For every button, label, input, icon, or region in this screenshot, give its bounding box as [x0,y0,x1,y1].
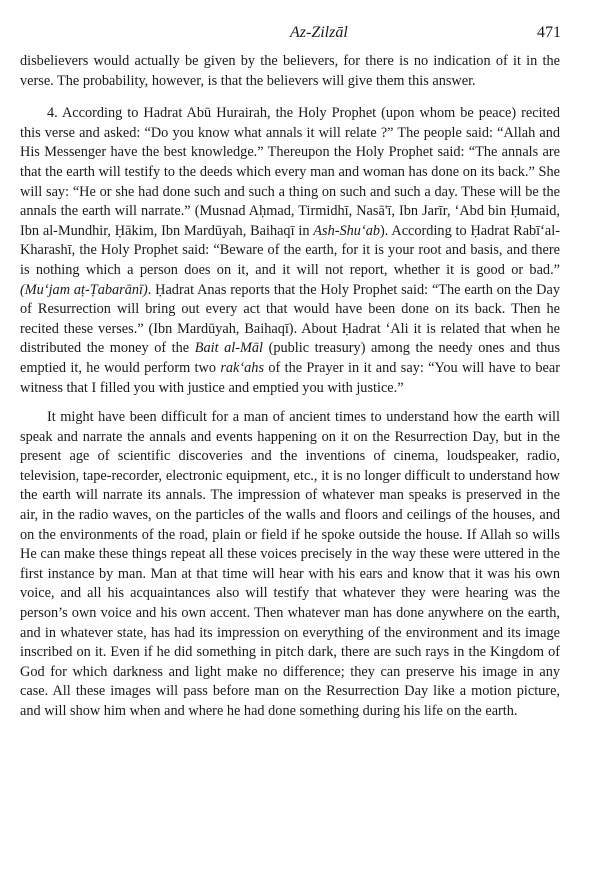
text-segment: . Ḥadrat Anas reports that the Holy Prophet said: “The earth on the Day of Resurrection will bring out every act that would have been done on its back. Then he recited these verses.” (Ibn Mardūyah, Baihaqī). About Ḥadrat ‘Ali it is related that when he distributed the money of the [20,281,560,357]
text-segment: ). According to Ḥadrat Rabī‘al-Kharashī, the Holy Prophet said: “Beware of the earth, for it is your root and basis, and there is nothing which a person does on it, and it will not report, whether it is good or bad.” [20,222,560,278]
text-segment: It might have been difficult for a man of ancient times to understand how the earth will speak and narrate the annals and events happening on it on the Resurrection Day, but in the present age of scientific discoveries and the inventions of cinema, loudspeaker, radio, television, tape-recorder, electronic equipment, etc., it is no longer difficult to understand how the earth will narrate its annals. The impression of whatever man speaks is preserved in the air, in the radio waves, on the particles of the walls and floors and ceilings of the houses, and on the environments of the road, plain or field if he spoke outside the house. If Allah so wills He can make these things repeat all these voices precisely in the way these were uttered in the first instance by man. Man at that time will hear with his ears and know that it was his own voice, and all his acquaintances also will testify that whatever they were hearing was the person’s own voice and his own accent. Then whatever man has done anywhere on the earth, and in whatever state, has had its impression on everything of the environment and its image inscribed on it. Even if he did something in pitch dark, there are such rays in the Kingdom of God for which darkness and light make no difference; they can preserve his image in any case. All these images will pass before man on the Resurrection Day like a motion picture, and will show him when and where he had done something during his life on the earth. [20,409,560,719]
paragraph-3 [20,408,560,722]
text-segment: (public treasury) among the needy ones and thus emptied it, he would perform two [20,340,561,376]
text-segment: disbelievers would actually be given by the believers, for there is no indication of it in the verse. The probability, however, is that the believers will give them this answer. [20,53,560,89]
running-title: Az-Zilzāl [290,24,348,41]
paragraph-1 [20,52,560,91]
page-header [0,24,600,48]
term-italic: Bait al-Māl [194,340,264,357]
source-title: Ash-Shu‘ab [313,222,381,239]
term-italic: rak‘ahs [220,359,265,376]
text-segment: of the Prayer in it and say: “You will have to bear witness that I filled you with justice and emptied you with justice.” [20,359,560,396]
page-body [20,52,560,722]
source-title: (Mu‘jam aṭ-Ṭabarānī) [20,281,148,298]
paragraph-2 [20,104,560,398]
page-number: 471 [537,24,561,41]
text-segment: 4. According to Hadrat Abū Hurairah, the Holy Prophet (upon whom be peace) recited this verse and asked: “Do you know what annals it will relate ?” The people said: “Allah and His Messenger have the best knowledge.” Thereupon the Holy Prophet said: “The annals are that the earth will testify to the deeds which every man and woman has done on its back.” She will say: “He or she had done such and such a thing on such and such a day. These will be the annals the earth will narrate.” (Musnad Aḥmad, Tirmidhī, Nasā'ī, Ibn Jarīr, ‘Abd bin Ḥumaid, Ibn al-Mundhir, Ḥākim, Ibn Mardūyah, Baihaqī in [20,105,560,239]
